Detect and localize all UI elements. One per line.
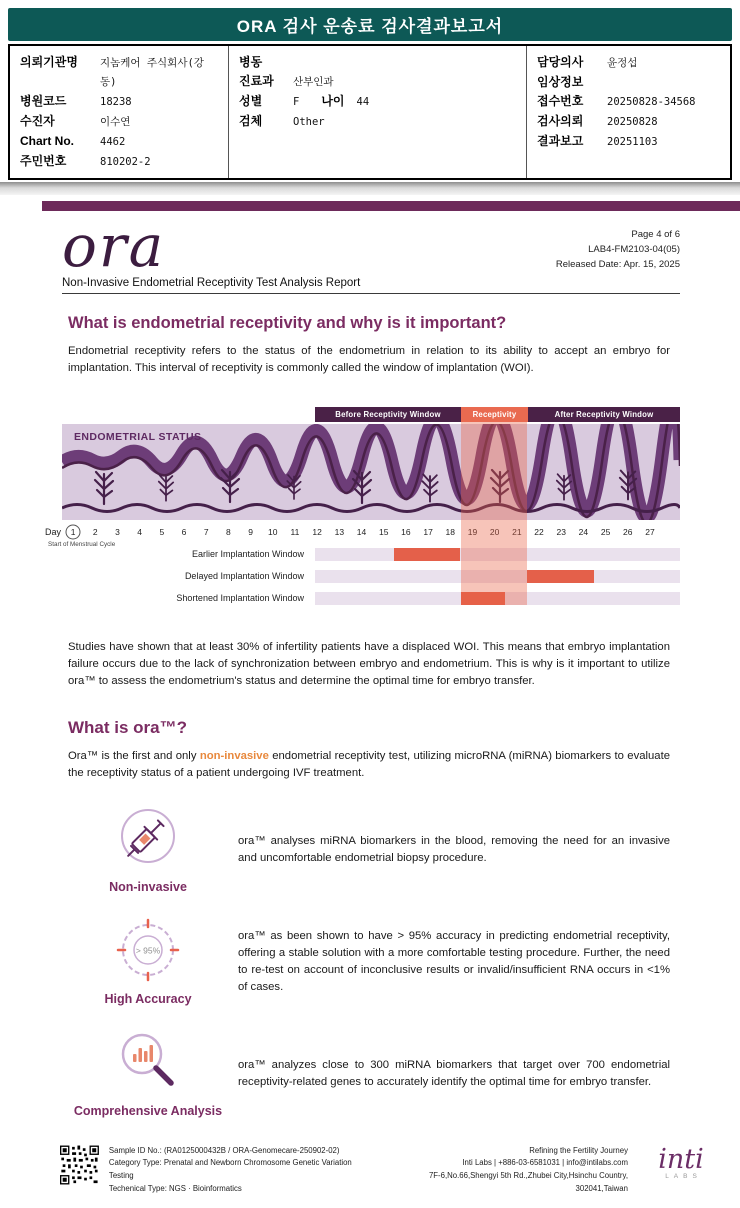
magnifier-chart-icon [116,1030,180,1099]
report-title: ORA 검사 운송료 검사결과보고서 [236,17,504,36]
sample-info-line: Category Type: Prenatal and Newborn Chromosome Genetic Variation Testing [108,1158,352,1181]
paragraph-receptivity: Endometrial receptivity refers to the status of the endometrium in relation to its ability to accept an embryo for implantation. This interval of receptivity is commonly called the window of implantation (WOI). [68,345,670,374]
patient-field [20,132,220,152]
implantation-row-earlier [62,548,680,561]
inti-logo-text: inti [658,1143,704,1175]
field-label: 수진자 [20,114,55,128]
patient-field [537,53,722,73]
lab-contact-line: Inti Labs | +886-03-6581031 | info@intilabs.com [462,1158,628,1168]
patient-field [537,132,722,152]
day-tick: 21 [512,526,522,537]
paragraph-ora: Ora™ is the first and only non-invasive endometrial receptivity test, utilizing microRNA (miRNA) biomarkers to evaluate the receptivity status of a patient undergoing IVF treatment. [68,749,670,779]
section-heading-ora: What is ora™? [68,717,188,737]
feature-text: ora™ as been shown to have > 95% accuracy in predicting endometrial receptivity, offering a stable solution with a more comfortable testing procedure. Further, the need to re-test on account of inconclusive results or invalid/insufficient RNA occurs in <1% of cases. [238,929,670,993]
implantation-row-delayed [62,570,680,583]
patient-col-3 [526,46,730,178]
day-tick: 10 [268,526,278,537]
day-axis-label: Day [45,526,62,537]
day-tick: 23 [556,526,566,537]
logo-block [62,212,361,289]
paragraph-studies: Studies have shown that at least 30% of infertility patients have a displaced WOI. This means that embryo implantation failure occurs due to the lack of synchronization between embryo and endometrium. This is why is it important to utilize ora™ to assess the endometrium's status and determine the optimal time for embryo transfer. [68,640,670,687]
window-segment [394,548,461,561]
day-tick: 13 [334,526,345,537]
feature-icon-column [68,1030,228,1118]
syringe-icon [116,806,180,875]
header-rule [62,293,680,294]
field-label: 병원코드 [20,94,67,108]
field-label: 결과보고 [537,134,584,148]
field-value: 윤정섭 [607,57,638,69]
report-header [0,211,740,289]
field-value: 20250828-34568 [607,96,696,108]
day-tick: 17 [423,526,433,537]
purple-divider [42,201,740,211]
patient-field: 병동 [239,55,263,69]
lab-contact-line: Refining the Fertility Journey [529,1145,628,1155]
row-label: Shortened Implantation Window [176,592,304,603]
endometrial-status-chart [45,407,680,609]
doc-code: LAB4-FM2103-04(05) [588,244,680,256]
day-tick: 15 [378,526,389,537]
field-label: 주민번호 [20,154,67,168]
day-axis [62,525,661,539]
patient-field [20,152,220,172]
inti-logo-sub: LABS [665,1172,702,1180]
field-value: 이수연 [100,116,131,128]
day-tick: 25 [600,526,611,537]
section-heading-receptivity: What is endometrial receptivity and why is it important? [68,314,507,332]
day-tick: 26 [623,526,633,537]
row-label: Delayed Implantation Window [184,570,304,581]
day-tick: 18 [445,526,456,537]
qr-code [60,1145,99,1185]
patient-field: 성별 F 나이 44 [239,94,370,108]
row-label: Earlier Implantation Window [191,548,304,559]
feature-icon-column [68,918,228,1006]
report-footer [60,1145,724,1196]
patient-field [20,53,220,92]
field-label: 담당의사 [537,55,584,69]
day-tick: 27 [645,526,655,537]
field-value: 810202-2 [100,156,151,168]
lab-contact-line: 7F-6,No.66,Shengyi 5th Rd.,Zhubei City,Hsinchu Country, 302041,Taiwan [428,1171,628,1194]
day-tick: 14 [356,526,367,537]
after-window-segment: After Receptivity Window [528,407,680,422]
sample-info-line: Techenical Type: NGS · Bioinformatics [108,1184,242,1194]
feature-high-accuracy [68,918,670,1006]
chart-window-header [315,407,680,422]
day-tick: 16 [401,526,411,537]
day-tick: 7 [203,526,209,537]
sample-info [109,1145,371,1196]
report-title-bar [8,8,732,41]
day-tick: 22 [534,526,544,537]
day-tick: 6 [181,526,187,537]
box-shadow-strip [0,182,740,195]
page-meta [556,223,680,289]
patient-info-table [8,44,732,180]
implantation-row-shortened [62,592,680,605]
target-accuracy-icon [116,918,180,987]
field-label: 접수번호 [537,94,584,108]
report-subtitle: Non-Invasive Endometrial Receptivity Test Analysis Report [62,277,361,289]
report-body [0,314,740,1118]
day-tick: 1 [62,525,84,539]
released-date: Released Date: Apr. 15, 2025 [555,259,680,271]
day-tick: 9 [248,526,253,537]
feature-text: ora™ analyses miRNA biomarkers in the blood, removing the need for an invasive and uncomfortable endometrial biopsy procedure. [238,834,670,864]
field-value: 20251103 [607,136,658,148]
day-tick: 20 [489,526,500,537]
accuracy-badge: > 95% [135,945,161,956]
field-label: 검사의뢰 [537,114,584,128]
ora-logo: ora [62,212,166,280]
patient-field [20,92,220,112]
receptivity-segment: Receptivity [461,407,528,422]
feature-comprehensive-analysis [68,1030,670,1118]
before-window-segment: Before Receptivity Window [315,407,461,422]
field-label: Chart No. [20,134,74,148]
field-value: 18238 [100,96,132,108]
patient-field: 진료과 산부인과 [239,74,334,88]
non-invasive-highlight: non-invasive [199,749,269,762]
day-tick: 12 [312,526,322,537]
chart-title: ENDOMETRIAL STATUS [74,430,202,443]
day-tick: 4 [137,526,143,537]
receptivity-window-band [461,422,528,605]
patient-field [537,92,722,112]
patient-field [20,112,220,132]
patient-field [537,112,722,132]
field-label: 의뢰기관명 [20,55,78,69]
day-tick: 2 [92,526,98,537]
field-value: 지놈케어 주식회사(강동) [100,57,204,88]
lab-contact [381,1145,628,1196]
day-tick: 8 [226,526,231,537]
patient-col-1 [10,46,228,178]
field-label: 임상정보 [537,75,584,89]
cycle-start-note: Start of Menstrual Cycle [48,540,116,548]
feature-non-invasive [68,806,670,894]
patient-field: 검체 Other [239,114,325,128]
field-value: 4462 [100,136,126,148]
sample-info-line: Sample ID No.: (RA0125000432B / ORA-Genomecare-250902-02) [108,1145,340,1155]
feature-label: Comprehensive Analysis [73,1103,223,1118]
inti-labs-logo [638,1145,724,1180]
patient-col-2 [228,46,526,178]
feature-list [68,806,670,1118]
day-tick: 5 [159,526,165,537]
feature-text: ora™ analyzes close to 300 miRNA biomarkers that target over 700 endometrial receptivity-related genes to accurately identify the optimal time for embryo transfer. [238,1058,670,1088]
day-tick: 3 [115,526,120,537]
page-number: Page 4 of 6 [631,229,680,240]
day-tick: 24 [578,526,589,537]
feature-label: High Accuracy [104,991,192,1006]
field-value: 20250828 [607,116,658,128]
day-tick: 19 [467,526,478,537]
feature-label: Non-invasive [109,879,187,894]
patient-field [537,73,722,92]
window-segment [527,570,594,583]
feature-icon-column [68,806,228,894]
day-tick: 11 [290,526,300,537]
